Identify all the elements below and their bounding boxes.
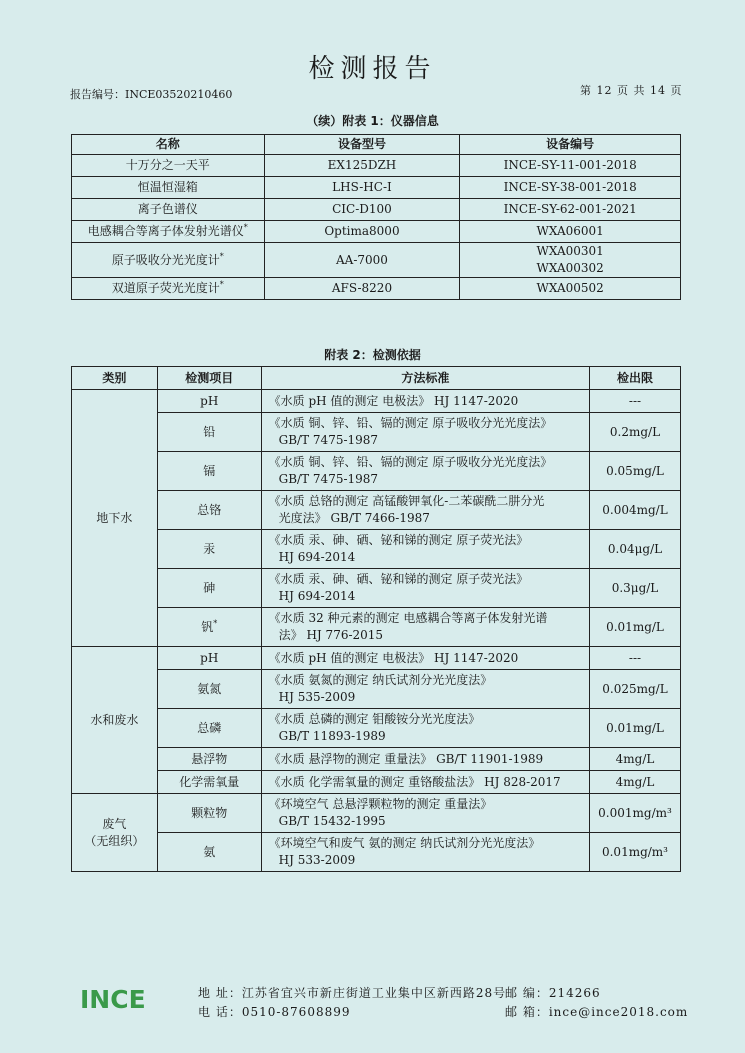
method-row bbox=[72, 833, 681, 872]
method-line: 《水质 总磷的测定 钼酸铵分光光度法》 bbox=[268, 712, 481, 726]
table-header-row bbox=[72, 135, 681, 155]
method-row bbox=[72, 771, 681, 794]
footer-address: 地 址：江苏省宜兴市新庄街道工业集中区新西路28号 bbox=[198, 986, 507, 1000]
instrument-name-cell bbox=[72, 177, 265, 199]
instrument-row bbox=[72, 155, 681, 177]
detection-limit: 0.3μg/L bbox=[589, 569, 680, 608]
instrument-row bbox=[72, 199, 681, 221]
instrument-id: INCE-SY-38-001-2018 bbox=[503, 180, 637, 194]
method-cell bbox=[261, 748, 589, 771]
method-row bbox=[72, 670, 681, 709]
method-cell bbox=[261, 608, 589, 647]
method-row bbox=[72, 413, 681, 452]
test-item: 总铬 bbox=[197, 502, 222, 517]
test-item: 砷 bbox=[203, 580, 216, 595]
company-logo bbox=[80, 985, 170, 1013]
test-item-cell bbox=[157, 794, 261, 833]
test-item: 总磷 bbox=[197, 720, 222, 735]
footer-phone: 电 话：0510-87608899 bbox=[198, 1005, 351, 1019]
instrument-id-cell bbox=[460, 221, 681, 243]
method-cell bbox=[261, 833, 589, 872]
table-header-row bbox=[72, 367, 681, 390]
category-sublabel: （无组织） bbox=[84, 833, 145, 848]
instrument-id: INCE-SY-11-001-2018 bbox=[503, 158, 637, 172]
column-header: 方法标准 bbox=[261, 367, 589, 390]
method-line: 《水质 pH 值的测定 电极法》 HJ 1147-2020 bbox=[268, 650, 519, 665]
test-item-cell bbox=[157, 491, 261, 530]
column-header: 检测项目 bbox=[157, 367, 261, 390]
test-item: 氨 bbox=[203, 844, 216, 859]
method-row bbox=[72, 569, 681, 608]
test-item-cell bbox=[157, 413, 261, 452]
category-cell bbox=[72, 647, 158, 794]
footer-postcode: 邮 编：214266 bbox=[505, 986, 601, 1000]
column-header: 类别 bbox=[72, 367, 158, 390]
instrument-name: 恒温恒湿箱 bbox=[137, 180, 198, 194]
test-item-cell bbox=[157, 608, 261, 647]
detection-limit: 0.004mg/L bbox=[589, 491, 680, 530]
report-number: 报告编号：INCE03520210460 bbox=[70, 88, 233, 101]
detection-limit: --- bbox=[589, 390, 680, 413]
method-line: 《水质 汞、砷、硒、铋和锑的测定 原子荧光法》 bbox=[268, 533, 529, 547]
method-line: 《水质 悬浮物的测定 重量法》 GB/T 11901-1989 bbox=[268, 751, 544, 766]
detection-limit: 0.01mg/m³ bbox=[589, 833, 680, 872]
method-line: 《水质 pH 值的测定 电极法》 HJ 1147-2020 bbox=[268, 393, 519, 408]
instrument-id: WXA00502 bbox=[536, 281, 604, 295]
method-row bbox=[72, 452, 681, 491]
detection-limit: 0.05mg/L bbox=[589, 452, 680, 491]
method-line: 《环境空气和废气 氨的测定 纳氏试剂分光光度法》 bbox=[268, 836, 541, 850]
footnote-mark: * bbox=[243, 223, 248, 232]
test-item: 氨氮 bbox=[197, 681, 222, 696]
method-line: 《水质 总铬的测定 高锰酸钾氧化-二苯碳酰二肼分光 bbox=[268, 494, 545, 508]
method-row bbox=[72, 530, 681, 569]
method-line: HJ 694-2014 bbox=[278, 550, 356, 564]
method-cell bbox=[261, 709, 589, 748]
method-line: GB/T 11893-1989 bbox=[278, 729, 386, 743]
test-item: 化学需氧量 bbox=[179, 774, 240, 789]
method-line: 光度法》 GB/T 7466-1987 bbox=[278, 511, 430, 525]
test-item: pH bbox=[200, 393, 219, 408]
method-line: 《水质 汞、砷、硒、铋和锑的测定 原子荧光法》 bbox=[268, 572, 529, 586]
method-cell bbox=[261, 569, 589, 608]
instrument-row bbox=[72, 177, 681, 199]
method-line: GB/T 7475-1987 bbox=[278, 433, 379, 447]
method-line: 《水质 铜、锌、铅、镉的测定 原子吸收分光光度法》 bbox=[268, 416, 553, 430]
instrument-row bbox=[72, 278, 681, 300]
detection-limit: 0.01mg/L bbox=[589, 709, 680, 748]
detection-limit: --- bbox=[589, 647, 680, 670]
page-number: 第 12 页 共 14 页 bbox=[580, 84, 683, 97]
instrument-model: AA-7000 bbox=[264, 243, 460, 278]
method-row bbox=[72, 647, 681, 670]
instrument-id: WXA00302 bbox=[536, 261, 604, 275]
instrument-name: 双道原子荧光光度计 bbox=[111, 281, 220, 295]
instrument-name: 十万分之一天平 bbox=[125, 158, 210, 172]
method-line: 法》 HJ 776-2015 bbox=[278, 628, 384, 642]
test-item-cell bbox=[157, 452, 261, 491]
category-label: 水和废水 bbox=[90, 712, 139, 727]
detection-limit: 0.2mg/L bbox=[589, 413, 680, 452]
detection-limit: 0.04μg/L bbox=[589, 530, 680, 569]
detection-limit: 4mg/L bbox=[589, 748, 680, 771]
column-header: 设备型号 bbox=[264, 135, 460, 155]
table1-caption: （续）附表 1：仪器信息 bbox=[306, 114, 439, 128]
method-line: GB/T 15432-1995 bbox=[278, 814, 386, 828]
method-cell bbox=[261, 452, 589, 491]
footnote-mark: * bbox=[219, 251, 224, 261]
category-cell bbox=[72, 794, 158, 872]
instrument-name-cell bbox=[72, 155, 265, 177]
detection-limit: 0.01mg/L bbox=[589, 608, 680, 647]
method-cell bbox=[261, 647, 589, 670]
test-item-cell bbox=[157, 771, 261, 794]
method-line: HJ 533-2009 bbox=[278, 853, 356, 867]
method-cell bbox=[261, 530, 589, 569]
instrument-table bbox=[71, 134, 681, 300]
instrument-id: WXA00301 bbox=[536, 244, 604, 258]
instrument-model: AFS-8220 bbox=[264, 278, 460, 300]
test-item: 汞 bbox=[203, 541, 216, 556]
instrument-id-cell bbox=[460, 278, 681, 300]
instrument-name: 原子吸收分光光度计 bbox=[111, 252, 220, 267]
test-item-cell bbox=[157, 530, 261, 569]
footnote-mark: * bbox=[213, 618, 218, 628]
method-cell bbox=[261, 670, 589, 709]
instrument-model: Optima8000 bbox=[264, 221, 460, 243]
instrument-name-cell bbox=[72, 278, 265, 300]
instrument-id-cell bbox=[460, 155, 681, 177]
instrument-model: EX125DZH bbox=[264, 155, 460, 177]
detection-limit: 0.001mg/m³ bbox=[589, 794, 680, 833]
test-item-cell bbox=[157, 670, 261, 709]
method-line: 《水质 氨氮的测定 纳氏试剂分光光度法》 bbox=[268, 673, 493, 687]
test-item: 悬浮物 bbox=[191, 751, 228, 766]
method-row bbox=[72, 608, 681, 647]
instrument-model: LHS-HC-I bbox=[264, 177, 460, 199]
method-line: GB/T 7475-1987 bbox=[278, 472, 379, 486]
instrument-id-cell bbox=[460, 199, 681, 221]
instrument-id: INCE-SY-62-001-2021 bbox=[503, 202, 637, 216]
test-item: 镉 bbox=[203, 463, 216, 478]
instrument-name: 离子色谱仪 bbox=[137, 202, 198, 216]
instrument-name-cell bbox=[72, 199, 265, 221]
instrument-id: WXA06001 bbox=[536, 224, 604, 238]
method-cell bbox=[261, 794, 589, 833]
instrument-row bbox=[72, 221, 681, 243]
method-row bbox=[72, 794, 681, 833]
table2-caption: 附表 2：检测依据 bbox=[324, 348, 421, 362]
category-label: 地下水 bbox=[96, 510, 133, 525]
test-item-cell bbox=[157, 748, 261, 771]
test-item: 铅 bbox=[203, 424, 216, 439]
detection-limit: 0.025mg/L bbox=[589, 670, 680, 709]
column-header: 检出限 bbox=[589, 367, 680, 390]
method-line: HJ 694-2014 bbox=[278, 589, 356, 603]
test-item-cell bbox=[157, 833, 261, 872]
instrument-name-cell bbox=[72, 221, 265, 243]
method-line: 《环境空气 总悬浮颗粒物的测定 重量法》 bbox=[268, 797, 493, 811]
column-header: 名称 bbox=[72, 135, 265, 155]
test-item: 钒 bbox=[201, 619, 214, 634]
method-cell bbox=[261, 390, 589, 413]
column-header: 设备编号 bbox=[460, 135, 681, 155]
instrument-row bbox=[72, 243, 681, 278]
test-item-cell bbox=[157, 647, 261, 670]
method-cell bbox=[261, 771, 589, 794]
instrument-name: 电感耦合等离子体发射光谱仪 bbox=[87, 224, 244, 238]
footnote-mark: * bbox=[219, 280, 224, 289]
method-row bbox=[72, 709, 681, 748]
test-item-cell bbox=[157, 709, 261, 748]
method-line: 《水质 铜、锌、铅、镉的测定 原子吸收分光光度法》 bbox=[268, 455, 553, 469]
test-item: pH bbox=[200, 650, 219, 665]
test-item: 颗粒物 bbox=[191, 805, 228, 820]
method-line: 《水质 32 种元素的测定 电感耦合等离子体发射光谱 bbox=[268, 611, 548, 625]
instrument-model: CIC-D100 bbox=[264, 199, 460, 221]
method-line: HJ 535-2009 bbox=[278, 690, 356, 704]
method-row bbox=[72, 390, 681, 413]
footer-email: 邮 箱：ince@ince2018.com bbox=[505, 1005, 689, 1019]
instrument-id-cell bbox=[460, 177, 681, 199]
method-line: 《水质 化学需氧量的测定 重铬酸盐法》 HJ 828-2017 bbox=[268, 774, 561, 789]
instrument-name-cell bbox=[72, 243, 265, 278]
category-cell bbox=[72, 390, 158, 647]
category-label: 废气 bbox=[102, 816, 127, 831]
method-row bbox=[72, 748, 681, 771]
test-item-cell bbox=[157, 569, 261, 608]
method-cell bbox=[261, 491, 589, 530]
method-table bbox=[71, 366, 681, 872]
test-item-cell bbox=[157, 390, 261, 413]
method-cell bbox=[261, 413, 589, 452]
instrument-id-cell bbox=[460, 243, 681, 278]
method-row bbox=[72, 491, 681, 530]
page-title: 检测报告 bbox=[308, 54, 437, 84]
logo-text: INCE bbox=[80, 985, 146, 1013]
detection-limit: 4mg/L bbox=[589, 771, 680, 794]
